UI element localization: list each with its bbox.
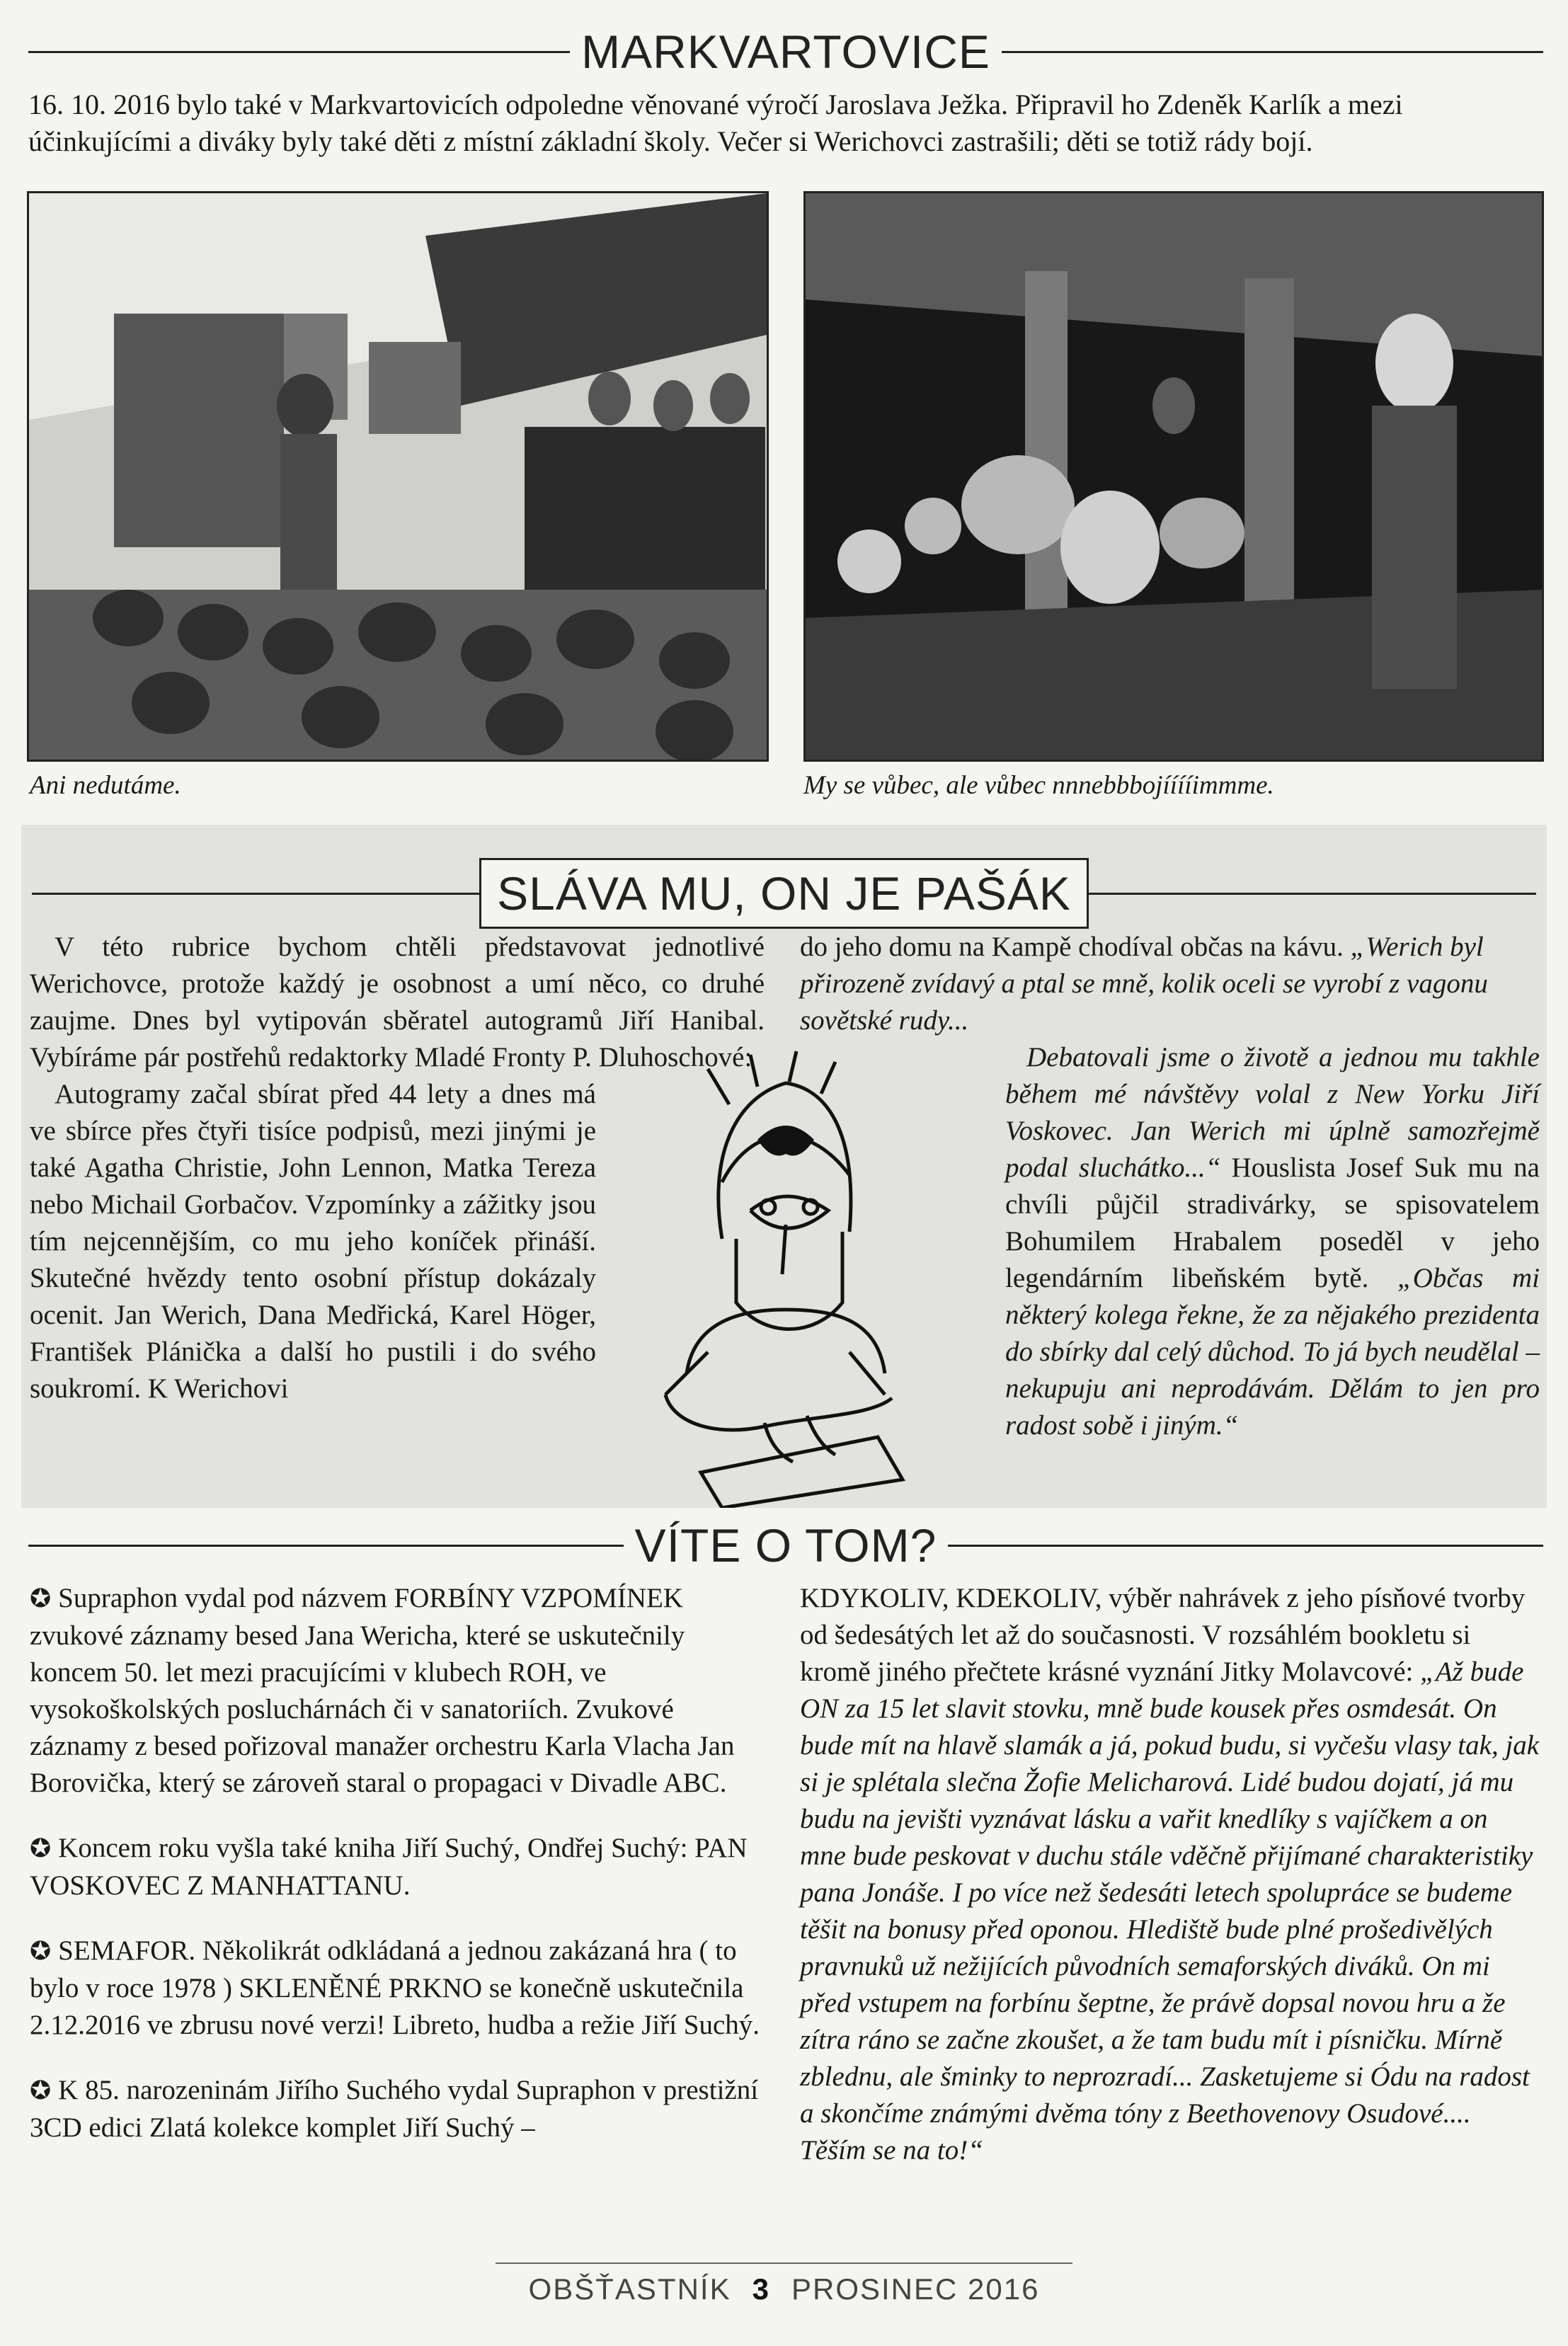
slava-col2-plain2: Houslista Josef Suk mu na chvíli půjčil stradivárky, se spisovatelem Bohumilem Hrabalem poseděl v jeho legendárním libeňském bytě. bbox=[1005, 1152, 1540, 1293]
footer-date: PROSINEC 2016 bbox=[791, 2272, 1040, 2306]
vite-item-2 bbox=[30, 1830, 762, 1904]
vite-title: VÍTE O TOM? bbox=[634, 1519, 937, 1572]
slava-title: SLÁVA MU, ON JE PAŠÁK bbox=[479, 858, 1089, 929]
photo-night-scene bbox=[803, 191, 1544, 762]
star-icon: ✪ bbox=[30, 1834, 52, 1863]
heading-rule-left bbox=[32, 893, 479, 895]
vite-item-1 bbox=[30, 1580, 762, 1802]
vite-item-4 bbox=[30, 2072, 762, 2146]
heading-rule-left bbox=[28, 51, 570, 53]
vite-col2-quote: „Až bude ON za 15 let slavit stovku, mně bude kousek přes osmdesát. On bude mít na hlavě slamák a já, pokud budu, si vyčešu vlasy tak, jak si je splétala slečna Žofie Melicharová. Lidé budou dojatí, já mu budu na jevišti vyznávat lásku a vařit knedlíky s vajíčkem a on mne bude peskovat v duchu stále vděčně přijímané charakteristiky pana Jonáše. I po více než šedesáti letech spolupráce se budeme těšit na bonusy před oponou. Hlediště bude plné prošedivělých pravnuků už nežijících původních semaforských diváků. On mi před vstupem na forbínu šeptne, že právě dopsal novou hru a že zítra ráno se začne zkoušet, a že tam budu mít i písničku. Mírně zblednu, ale šminky to neprozradí... Zasketujeme si Ódu na radost a skončíme známými dvěma tóny z Beethovenovy Osudové.... Těším se na to!“ bbox=[800, 1656, 1540, 2165]
star-icon: ✪ bbox=[30, 1937, 52, 1966]
vite-heading bbox=[28, 1519, 1543, 1572]
slava-col1-intro: V této rubrice bychom chtěli představovat jednotlivé Werichovce, protože každý je osobnost a umí něco, co druhé zaujme. Dnes byl vytipován sběratel autogramů Jiří Hanibal. Vybíráme pár postřehů redaktorky Mladé Fronty P. Dluhoschové: bbox=[30, 932, 765, 1072]
photo-concert bbox=[27, 191, 769, 762]
vite-item-4-text: K 85. narozeninám Jiřího Suchého vydal Supraphon v prestižní 3CD edici Zlatá kolekce komplet Jiří Suchý – bbox=[30, 2075, 759, 2143]
vite-item-3-text: SEMAFOR. Několikrát odkládaná a jednou zakázaná hra ( to bylo v roce 1978 ) SKLENĚNÉ PRKNO se konečně uskutečnila 2.12.2016 ve zbrusu nové verzi! Libreto, hudba a režie Jiří Suchý. bbox=[30, 1935, 760, 2040]
footer-rule bbox=[496, 2262, 1072, 2264]
heading-rule-right bbox=[1089, 893, 1536, 895]
heading-rule-left bbox=[28, 1545, 624, 1547]
star-icon: ✪ bbox=[30, 1584, 52, 1613]
vite-col2 bbox=[800, 1580, 1540, 2169]
star-icon: ✪ bbox=[30, 2076, 52, 2105]
slava-col2-text: do jeho domu na Kampě chodíval občas na kávu. bbox=[800, 932, 1351, 962]
vite-item-3 bbox=[30, 1933, 762, 2044]
knight-illustration bbox=[623, 1041, 920, 1508]
markvartovice-heading bbox=[28, 25, 1543, 78]
caption-left: Ani nedutáme. bbox=[30, 771, 181, 800]
slava-col1-body: Autogramy začal sbírat před 44 lety a dnes má ve sbírce přes čtyři tisíce podpisů, mezi jinými je také Agatha Christie, John Lennon, Matka Tereza nebo Michail Gorbačov. Vzpomínky a zážitky jsou tím nejcennějším, co mu jeho koníček přináší. Skutečné hvězdy tento osobní přístup dokázaly ocenit. Jan Werich, Dana Medřická, Karel Höger, František Plánička a další ho pustili i do svého soukromí. K Werichovi bbox=[30, 1079, 596, 1404]
slava-col2-top bbox=[800, 929, 1540, 1039]
slava-col2-quote1 bbox=[1005, 1039, 1540, 1444]
footer-publication: OBŠŤASTNÍK bbox=[528, 2272, 731, 2306]
vite-col2-text: KDYKOLIV, KDEKOLIV, výběr nahrávek z jeho písňové tvorby od šedesátých let až do současnosti. V rozsáhlém bookletu si kromě jiného přečtete krásné vyznání Jitky Molavcové: bbox=[800, 1583, 1526, 1687]
markvartovice-intro: 16. 10. 2016 bylo také v Markvartovicích odpoledne věnované výročí Jaroslava Ježka. Připravil ho Zdeněk Karlík a mezi účinkujícími a diváky byly také děti z místní základní školy. Večer si Werichovci zastrašili; děti se totiž rády bojí. bbox=[28, 88, 1403, 157]
caption-right: My se vůbec, ale vůbec nnnebbbojííííimmme. bbox=[803, 771, 1274, 800]
vite-item-1-text: Supraphon vydal pod názvem FORBÍNY VZPOMÍNEK zvukové záznamy besed Jana Wericha, které se uskutečnily koncem 50. let mezi pracujícími v klubech ROH, ve vysokoškolských posluchárnách či v sanatoriích. Zvukové záznamy z besed pořizoval manažer orchestru Karla Vlacha Jan Borovička, který se zároveň staral o propagaci v Divadle ABC. bbox=[30, 1583, 735, 1798]
slava-col2-quote1-text: Debatovali jsme o životě a jednou mu takhle během mé návštěvy volal z New Yorku Jiří Voskovec. Jan Werich mi úplně samozřejmě podal sluchátko...“ bbox=[1005, 1042, 1540, 1183]
heading-rule-right bbox=[1002, 51, 1543, 53]
heading-rule-right bbox=[948, 1545, 1543, 1547]
slava-heading bbox=[32, 858, 1536, 929]
vite-item-2-text: Koncem roku vyšla také kniha Jiří Suchý, Ondřej Suchý: PAN VOSKOVEC Z MANHATTANU. bbox=[30, 1833, 748, 1901]
vite-col1 bbox=[30, 1580, 762, 2175]
slava-col2-quote-a: „Werich byl přirozeně zvídavý a ptal se mně, kolik oceli se vyrobí z vagonu sovětské rudy... bbox=[800, 932, 1488, 1036]
slava-col2-quote2: „Občas mi některý kolega řekne, že za nějakého prezidenta do sbírky dal celý důchod. To já bych neudělal – nekupuju ani neprodávám. Dělám to jen pro radost sobě i jiným.“ bbox=[1005, 1263, 1540, 1441]
page-footer bbox=[0, 2272, 1568, 2306]
page-number: 3 bbox=[752, 2272, 770, 2306]
markvartovice-title: MARKVARTOVICE bbox=[581, 25, 990, 78]
